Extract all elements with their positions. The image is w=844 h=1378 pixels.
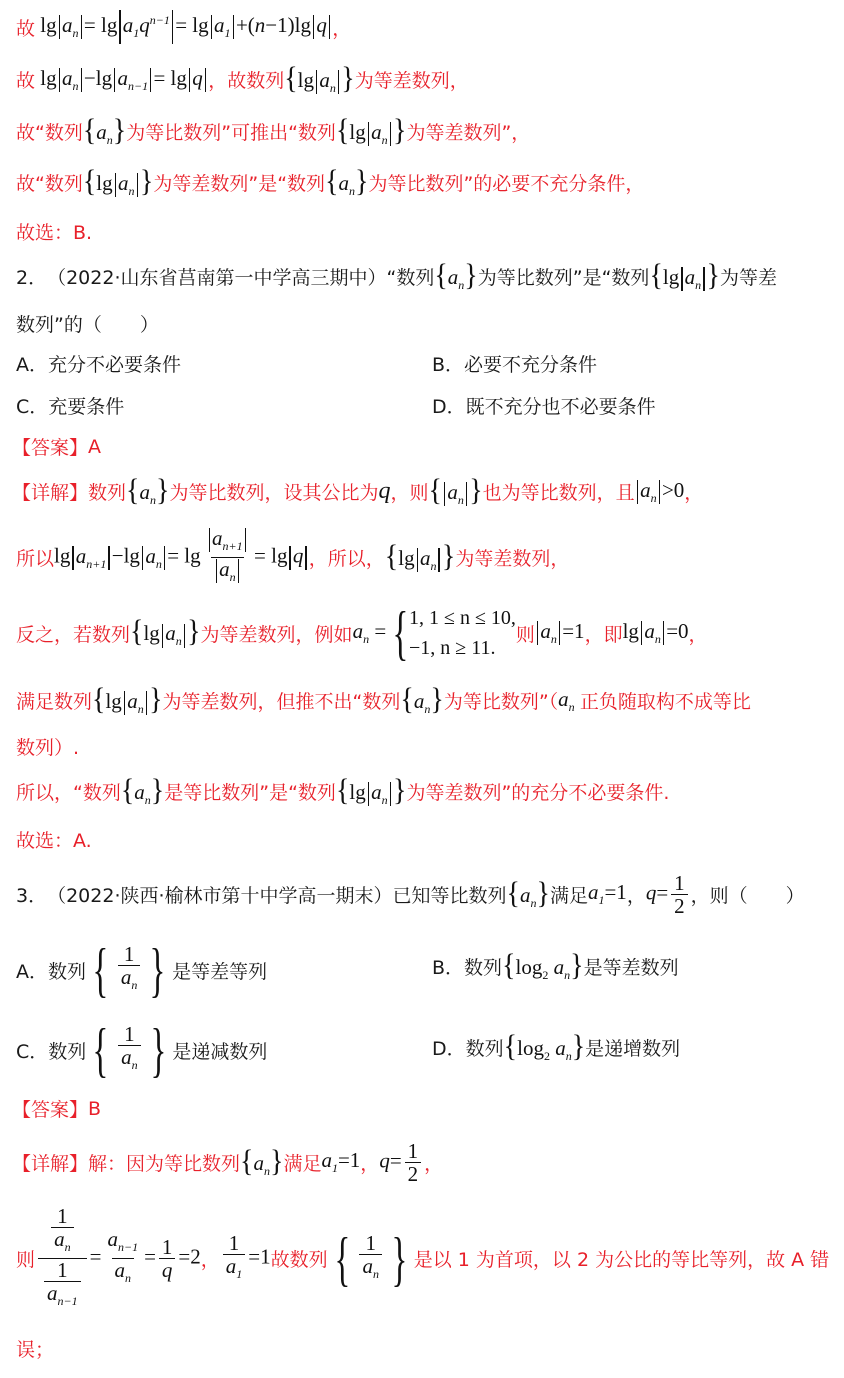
question-number: 3． [16,885,48,907]
formula: {$\log_2$ $a_n$} [502,948,584,983]
piecewise-cases [409,603,516,663]
q2-option-a[interactable] [16,350,181,377]
text: ，所以， [308,548,385,571]
q2-detail-line-2 [16,527,569,588]
q2-detail-line-4 [16,684,751,717]
case-brace: { [392,600,409,666]
text: 满足数列 [16,691,93,714]
option-label: B． [432,957,465,980]
formula: $a_1=1$ [587,880,627,908]
q2-detail-line-3 [16,600,708,666]
text: ， [200,1249,220,1272]
option-label: C． [16,1040,49,1063]
q2-choice: 故选：A. [16,830,92,852]
option-text: 数列 [48,1040,87,1063]
formula: $\{a_n\}$ [506,876,550,911]
case-1: 1, 1 ≤ n ≤ 10, [408,607,516,629]
text: 所以 [16,548,55,571]
q2-detail-line-1 [12,475,703,508]
formula: $\{a_n\}$ [120,773,165,808]
answer-tag: 【答案】 [12,437,89,459]
text: 满足 [549,885,588,907]
prev-solution-line-1 [16,10,351,44]
text: 为等比数列”（ [443,691,559,714]
option-label: C． [16,396,49,418]
case-2: −1, n ≥ 11. [408,637,496,659]
formula: $\{a_n\}$ [434,258,478,293]
q2-detail-line-6 [16,775,669,808]
text: ， [424,1153,444,1175]
option-label: D． [432,396,466,418]
formula: $a_n$ [558,686,575,714]
brace: { [334,1225,350,1292]
q3-option-a[interactable]: A． 数列 { $\frac{1}{a_n}$ } 是等差等列 [16,937,268,1003]
option-text: 是等差数列 [583,957,679,980]
formula: $\frac{\frac{1}{a_n}}{\frac{1}{a_{n-1}}}$ [38,1205,87,1312]
formula: q [378,478,391,505]
formula: = $\frac{a_{n-1}}{a_n}$ = $\frac{1}{q}$ =2 [90,1228,201,1289]
text: 正负随取构不成等比 [579,691,751,714]
answer-tag: 【答案】 [12,1099,89,1121]
q3-option-b[interactable] [432,950,679,983]
option-text: 是递增数列 [585,1038,681,1061]
text: 故 [16,70,36,93]
text: 为等比数列”的必要不充分条件， [368,173,645,196]
q3-option-c[interactable]: C． 数列 { $\frac{1}{a_n}$ } 是递减数列 [16,1017,268,1083]
detail-tag: 【详解】 [12,482,89,505]
prev-solution-choice: 故选：B. [16,222,93,244]
q2-option-b[interactable] [432,350,597,377]
formula: {lg $a_n$ } [284,61,355,96]
option-text: 数列 [465,1038,504,1061]
formula: $\{a_n\}$ [126,473,170,508]
option-text: 数列 [48,960,87,983]
q3-option-d[interactable] [432,1031,680,1064]
q3-answer [12,1095,101,1122]
text: 为等差数列，但推不出“数列 [162,691,401,714]
text: 已知等比数列 [392,885,507,907]
option-text: 充要条件 [48,396,125,418]
text: 为等差数列， [354,70,469,93]
brace: { [92,1017,109,1083]
prev-solution-line-2 [16,63,469,96]
question-number: 2． [16,267,48,290]
text: 为等差数列，例如 [200,623,353,646]
answer-value: B [88,1097,102,1120]
answer-value: A [88,435,102,458]
text: ，故数列 [208,70,285,93]
formula: {lg $a_n$ } [130,614,201,649]
q2-stem-line-2: 数列”的（ ） [16,314,159,336]
text: 为等差数列， [455,548,570,571]
brace: } [391,1225,408,1292]
prev-solution-line-4 [16,166,644,199]
formula: {lg $a_n$ } [335,113,407,148]
option-text: 数列 [464,957,503,980]
text: 为等比数列”是“数列 [477,267,650,290]
text: 为等差数列”是“数列 [153,173,326,196]
formula: $\frac{1}{a_1}$ =1 [220,1232,271,1285]
text: ， [360,1153,380,1175]
q2-option-d[interactable] [432,392,656,419]
text: 解：因为等比数列 [88,1153,241,1175]
brace: } [149,937,166,1003]
text: 是等比数列”是“数列 [164,782,336,805]
q2-detail-line-5: 数列）. [16,737,80,759]
formula: $\lg a_n =0$ [622,618,689,647]
question-source: （2022·陕西·榆林市第十中学高一期末） [47,885,393,907]
option-text: 充分不必要条件 [48,354,182,376]
formula: $\{a_n\}$ [82,113,127,148]
detail-tag: 【详解】 [12,1153,89,1175]
text: ， [684,482,704,505]
option-label: A． [16,960,48,983]
formula: $a_n =1$ [535,619,585,647]
question-source: （2022·山东省莒南第一中学高三期中） [47,267,387,290]
brace: } [150,1017,166,1083]
text: 满足 [283,1153,322,1175]
text: 反之，若数列 [16,623,131,646]
formula: {lg $a_n$ } [82,164,154,199]
formula: $a_n >0$ [635,478,685,506]
option-text: 是递减数列 [172,1040,268,1063]
text: ， [332,17,352,40]
text: 为等比数列，设其公比为 [169,482,379,505]
option-text: 必要不充分条件 [464,354,598,376]
text: 为等差数列”， [406,122,531,145]
formula: q= $\frac{1}{2}$ [646,872,691,917]
formula: $\lg a_n = \lg a_1q^{n-1} = \lg a_1 +(n-1)\lg$ q [35,10,332,44]
q3-detail-line-1 [12,1140,443,1185]
formula: $\{a_n\}$ [400,682,444,717]
formula: {lg $a_n$ } [649,258,720,293]
text: 故“数列 [16,122,83,145]
formula: $\{a_n\}$ [325,164,369,199]
formula: {lg $a_n$ } [92,682,163,717]
q3-detail-line-2: 则 $\frac{\frac{1}{a_n}}{\frac{1}{a_{n-1}}}$ = $\frac{a_{n-1}}{a_n}$ = $\frac{1}{q}$ =2 ， $\frac{1}{a_1}$ =1 故数列 { $\frac{1}{a_n}$ } 是以 1 为首项，以 2 为公比的等比等列，故 A 错 [16,1205,829,1312]
text: 所以，“数列 [16,782,121,805]
formula: {lg $a_n$ } [384,539,456,574]
text: 也为等比数列，且 [482,482,635,505]
text: 数列 [88,482,127,505]
formula: { $a_n$ } [428,473,483,508]
text: “数列 [386,267,435,290]
option-label: D． [432,1038,466,1061]
formula: {lg $a_n$ } [335,773,407,808]
option-text: 是等差等列 [172,960,268,983]
text: 故 [16,17,36,40]
option-label: B． [432,354,465,376]
formula: $\lg a_n -\lg$ $a_{n-1} = \lg q$ [35,66,208,94]
text: ，即 [584,623,623,646]
text: 则 [16,1249,36,1272]
option-label: A． [16,354,48,376]
formula: $\lg a_{n+1} -\lg$ $a_n = \lg$ $\frac{a_{n+1}}{a_n}$ = lg q [54,527,309,588]
text: ， [688,623,708,646]
text: 为等差数列”的充分不必要条件. [406,782,670,805]
q2-answer [12,433,101,460]
prev-solution-line-3 [16,115,530,148]
brace: { [92,937,109,1003]
text: ， [626,885,646,907]
formula: $a_1=1$ [321,1148,361,1176]
text: 是以 1 为首项，以 2 为公比的等比等列，故 A 错 [413,1249,830,1272]
text: 为等比数列”可推出“数列 [126,122,336,145]
formula: q= $\frac{1}{2}$ [379,1140,424,1185]
option-text: 既不充分也不必要条件 [465,396,656,418]
q2-stem-line-1 [16,260,777,293]
formula: $a_n$ = [352,618,387,647]
text: ，则（ ） [690,885,805,907]
q3-detail-line-3: 误； [16,1339,55,1361]
text: ，则 [390,482,429,505]
text: 则 [515,623,535,646]
text: 故数列 [270,1249,328,1272]
q3-stem [16,872,805,917]
formula: {$\log_2$ $a_n$} [503,1029,586,1064]
q2-option-c[interactable] [16,392,124,419]
text: 故“数列 [16,173,83,196]
formula: $\{a_n\}$ [240,1144,284,1179]
text: 为等差 [719,267,777,290]
